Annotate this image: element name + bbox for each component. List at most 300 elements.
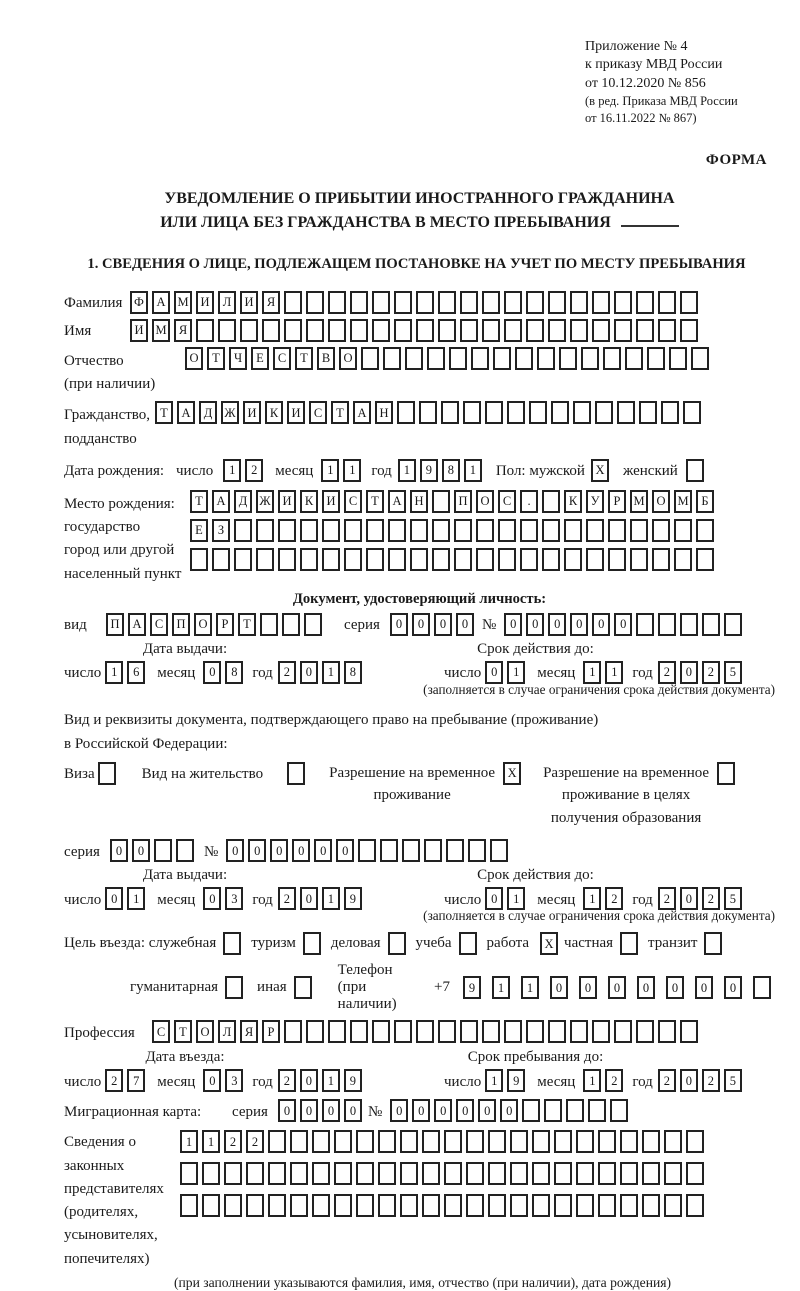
char-cell[interactable] (372, 1020, 390, 1043)
char-cell[interactable]: 7 (127, 1069, 145, 1092)
char-cell[interactable]: 1 (223, 459, 241, 482)
char-cell[interactable] (485, 401, 503, 424)
char-cell[interactable] (515, 347, 533, 370)
char-cell[interactable]: 3 (225, 1069, 243, 1092)
char-cell[interactable] (652, 548, 670, 571)
char-cell[interactable]: 0 (504, 613, 522, 636)
char-cell[interactable] (669, 347, 687, 370)
char-cell[interactable]: 0 (322, 1099, 340, 1122)
char-cell[interactable] (488, 1130, 506, 1153)
char-cell[interactable]: О (196, 1020, 214, 1043)
char-cell[interactable] (278, 548, 296, 571)
char-cell[interactable]: С (273, 347, 291, 370)
char-cell[interactable] (570, 1020, 588, 1043)
char-cell[interactable] (268, 1130, 286, 1153)
char-cell[interactable]: Л (218, 291, 236, 314)
char-cell[interactable] (576, 1162, 594, 1185)
char-cell[interactable] (598, 1130, 616, 1153)
checkbox-cell[interactable] (704, 932, 722, 955)
char-cell[interactable] (397, 401, 415, 424)
char-cell[interactable]: А (177, 401, 195, 424)
char-cell[interactable]: 0 (548, 613, 566, 636)
char-cell[interactable] (482, 291, 500, 314)
char-cell[interactable] (664, 1130, 682, 1153)
char-cell[interactable]: Т (295, 347, 313, 370)
char-cell[interactable] (548, 319, 566, 342)
char-cell[interactable] (388, 519, 406, 542)
char-cell[interactable]: 0 (434, 1099, 452, 1122)
char-cell[interactable]: Е (190, 519, 208, 542)
char-cell[interactable]: 9 (344, 887, 362, 910)
char-cell[interactable] (592, 319, 610, 342)
char-cell[interactable] (416, 319, 434, 342)
char-cell[interactable]: 0 (680, 887, 698, 910)
char-cell[interactable]: А (388, 490, 406, 513)
checkbox-cell[interactable] (98, 762, 116, 785)
char-cell[interactable] (476, 548, 494, 571)
char-cell[interactable]: 0 (203, 1069, 221, 1092)
char-cell[interactable]: 2 (605, 887, 623, 910)
char-cell[interactable]: З (212, 519, 230, 542)
checkbox-cell[interactable] (223, 932, 241, 955)
char-cell[interactable]: 0 (278, 1099, 296, 1122)
char-cell[interactable] (686, 1130, 704, 1153)
char-cell[interactable] (422, 1194, 440, 1217)
char-cell[interactable] (378, 1194, 396, 1217)
char-cell[interactable]: 8 (225, 661, 243, 684)
char-cell[interactable] (510, 1130, 528, 1153)
char-cell[interactable]: 0 (300, 1069, 318, 1092)
char-cell[interactable]: И (322, 490, 340, 513)
char-cell[interactable]: Д (234, 490, 252, 513)
char-cell[interactable] (598, 1162, 616, 1185)
char-cell[interactable]: О (185, 347, 203, 370)
char-cell[interactable] (522, 1099, 540, 1122)
char-cell[interactable] (674, 548, 692, 571)
char-cell[interactable] (444, 1162, 462, 1185)
char-cell[interactable]: К (564, 490, 582, 513)
char-cell[interactable] (548, 1020, 566, 1043)
char-cell[interactable]: В (317, 347, 335, 370)
char-cell[interactable]: 0 (434, 613, 452, 636)
char-cell[interactable] (410, 519, 428, 542)
char-cell[interactable] (224, 1194, 242, 1217)
char-cell[interactable]: 0 (203, 661, 221, 684)
char-cell[interactable] (240, 319, 258, 342)
char-cell[interactable] (680, 1020, 698, 1043)
char-cell[interactable]: Я (174, 319, 192, 342)
char-cell[interactable] (372, 291, 390, 314)
char-cell[interactable] (658, 613, 676, 636)
char-cell[interactable] (234, 548, 252, 571)
char-cell[interactable] (300, 519, 318, 542)
char-cell[interactable]: 2 (658, 661, 676, 684)
char-cell[interactable] (658, 1020, 676, 1043)
char-cell[interactable] (620, 1130, 638, 1153)
char-cell[interactable] (620, 1194, 638, 1217)
char-cell[interactable] (190, 548, 208, 571)
char-cell[interactable]: Ж (221, 401, 239, 424)
char-cell[interactable] (696, 519, 714, 542)
char-cell[interactable] (544, 1099, 562, 1122)
char-cell[interactable]: 0 (456, 613, 474, 636)
char-cell[interactable]: Т (238, 613, 256, 636)
char-cell[interactable]: 0 (680, 1069, 698, 1092)
char-cell[interactable] (636, 1020, 654, 1043)
char-cell[interactable]: 9 (507, 1069, 525, 1092)
checkbox-cell[interactable]: X (591, 459, 609, 482)
char-cell[interactable] (603, 347, 621, 370)
char-cell[interactable]: 0 (724, 976, 742, 999)
char-cell[interactable] (504, 1020, 522, 1043)
char-cell[interactable]: 1 (322, 887, 340, 910)
char-cell[interactable]: 1 (605, 661, 623, 684)
char-cell[interactable] (691, 347, 709, 370)
checkbox-cell[interactable] (459, 932, 477, 955)
char-cell[interactable] (400, 1130, 418, 1153)
char-cell[interactable] (482, 1020, 500, 1043)
char-cell[interactable] (642, 1194, 660, 1217)
char-cell[interactable]: Р (608, 490, 626, 513)
char-cell[interactable]: Я (240, 1020, 258, 1043)
char-cell[interactable] (256, 519, 274, 542)
char-cell[interactable] (636, 291, 654, 314)
char-cell[interactable] (312, 1130, 330, 1153)
char-cell[interactable]: К (300, 490, 318, 513)
char-cell[interactable]: 1 (507, 661, 525, 684)
char-cell[interactable]: 5 (724, 661, 742, 684)
char-cell[interactable]: 0 (300, 1099, 318, 1122)
char-cell[interactable] (647, 347, 665, 370)
char-cell[interactable] (460, 1020, 478, 1043)
char-cell[interactable]: 1 (492, 976, 510, 999)
checkbox-cell[interactable] (287, 762, 305, 785)
char-cell[interactable]: М (674, 490, 692, 513)
char-cell[interactable] (212, 548, 230, 571)
char-cell[interactable] (542, 548, 560, 571)
char-cell[interactable] (394, 1020, 412, 1043)
char-cell[interactable] (520, 519, 538, 542)
char-cell[interactable] (366, 519, 384, 542)
char-cell[interactable] (576, 1130, 594, 1153)
char-cell[interactable]: 2 (105, 1069, 123, 1092)
char-cell[interactable] (542, 490, 560, 513)
char-cell[interactable] (614, 1020, 632, 1043)
char-cell[interactable] (432, 490, 450, 513)
char-cell[interactable]: М (630, 490, 648, 513)
char-cell[interactable] (400, 1194, 418, 1217)
char-cell[interactable]: О (194, 613, 212, 636)
char-cell[interactable] (405, 347, 423, 370)
char-cell[interactable] (642, 1130, 660, 1153)
char-cell[interactable] (432, 519, 450, 542)
char-cell[interactable] (476, 519, 494, 542)
char-cell[interactable] (304, 613, 322, 636)
char-cell[interactable]: Т (174, 1020, 192, 1043)
char-cell[interactable]: С (498, 490, 516, 513)
char-cell[interactable]: . (520, 490, 538, 513)
char-cell[interactable] (636, 613, 654, 636)
char-cell[interactable] (290, 1130, 308, 1153)
char-cell[interactable] (380, 839, 398, 862)
char-cell[interactable]: Я (262, 291, 280, 314)
char-cell[interactable]: 0 (292, 839, 310, 862)
char-cell[interactable]: 3 (225, 887, 243, 910)
char-cell[interactable] (554, 1194, 572, 1217)
char-cell[interactable]: 1 (583, 887, 601, 910)
char-cell[interactable] (664, 1194, 682, 1217)
char-cell[interactable] (416, 1020, 434, 1043)
char-cell[interactable] (586, 548, 604, 571)
char-cell[interactable] (224, 1162, 242, 1185)
char-cell[interactable] (328, 319, 346, 342)
char-cell[interactable]: Р (262, 1020, 280, 1043)
char-cell[interactable]: 0 (526, 613, 544, 636)
char-cell[interactable]: 2 (278, 887, 296, 910)
char-cell[interactable] (537, 347, 555, 370)
char-cell[interactable]: 1 (521, 976, 539, 999)
char-cell[interactable]: 1 (507, 887, 525, 910)
char-cell[interactable] (438, 291, 456, 314)
char-cell[interactable] (322, 548, 340, 571)
char-cell[interactable]: 0 (336, 839, 354, 862)
char-cell[interactable]: 0 (412, 613, 430, 636)
char-cell[interactable] (260, 613, 278, 636)
char-cell[interactable] (256, 548, 274, 571)
char-cell[interactable]: 0 (695, 976, 713, 999)
char-cell[interactable]: 1 (398, 459, 416, 482)
char-cell[interactable] (394, 319, 412, 342)
char-cell[interactable] (400, 1162, 418, 1185)
char-cell[interactable] (482, 319, 500, 342)
char-cell[interactable] (394, 291, 412, 314)
char-cell[interactable] (378, 1162, 396, 1185)
char-cell[interactable] (551, 401, 569, 424)
char-cell[interactable]: 2 (224, 1130, 242, 1153)
char-cell[interactable] (344, 519, 362, 542)
char-cell[interactable]: 0 (203, 887, 221, 910)
char-cell[interactable]: 1 (180, 1130, 198, 1153)
char-cell[interactable] (466, 1194, 484, 1217)
char-cell[interactable]: 1 (485, 1069, 503, 1092)
char-cell[interactable] (350, 291, 368, 314)
char-cell[interactable] (180, 1194, 198, 1217)
char-cell[interactable] (446, 839, 464, 862)
char-cell[interactable]: 0 (412, 1099, 430, 1122)
char-cell[interactable]: С (344, 490, 362, 513)
char-cell[interactable] (504, 291, 522, 314)
char-cell[interactable] (581, 347, 599, 370)
char-cell[interactable] (614, 319, 632, 342)
char-cell[interactable]: 0 (478, 1099, 496, 1122)
char-cell[interactable]: 0 (550, 976, 568, 999)
char-cell[interactable] (463, 401, 481, 424)
char-cell[interactable] (542, 519, 560, 542)
char-cell[interactable] (416, 291, 434, 314)
char-cell[interactable] (661, 401, 679, 424)
char-cell[interactable]: 9 (420, 459, 438, 482)
char-cell[interactable]: Ф (130, 291, 148, 314)
char-cell[interactable] (652, 519, 670, 542)
char-cell[interactable] (510, 1162, 528, 1185)
char-cell[interactable]: 2 (278, 661, 296, 684)
char-cell[interactable]: 0 (579, 976, 597, 999)
char-cell[interactable] (702, 613, 720, 636)
char-cell[interactable]: С (150, 613, 168, 636)
char-cell[interactable]: П (454, 490, 472, 513)
char-cell[interactable] (490, 839, 508, 862)
char-cell[interactable] (196, 319, 214, 342)
char-cell[interactable]: 0 (680, 661, 698, 684)
char-cell[interactable]: 0 (314, 839, 332, 862)
char-cell[interactable] (564, 548, 582, 571)
char-cell[interactable] (350, 1020, 368, 1043)
char-cell[interactable]: Д (199, 401, 217, 424)
char-cell[interactable]: И (243, 401, 261, 424)
char-cell[interactable] (290, 1162, 308, 1185)
char-cell[interactable]: О (652, 490, 670, 513)
char-cell[interactable]: 1 (322, 661, 340, 684)
char-cell[interactable] (388, 548, 406, 571)
char-cell[interactable] (268, 1194, 286, 1217)
char-cell[interactable] (570, 319, 588, 342)
char-cell[interactable]: 1 (464, 459, 482, 482)
char-cell[interactable] (598, 1194, 616, 1217)
char-cell[interactable] (529, 401, 547, 424)
char-cell[interactable] (526, 291, 544, 314)
char-cell[interactable]: 2 (702, 887, 720, 910)
char-cell[interactable]: 0 (110, 839, 128, 862)
char-cell[interactable] (246, 1194, 264, 1217)
char-cell[interactable] (460, 319, 478, 342)
char-cell[interactable] (422, 1130, 440, 1153)
char-cell[interactable] (378, 1130, 396, 1153)
char-cell[interactable] (658, 319, 676, 342)
char-cell[interactable] (488, 1162, 506, 1185)
char-cell[interactable] (576, 1194, 594, 1217)
char-cell[interactable]: 2 (246, 1130, 264, 1153)
char-cell[interactable]: 0 (592, 613, 610, 636)
char-cell[interactable]: О (339, 347, 357, 370)
char-cell[interactable] (608, 548, 626, 571)
char-cell[interactable] (322, 519, 340, 542)
char-cell[interactable] (592, 1020, 610, 1043)
char-cell[interactable] (630, 519, 648, 542)
char-cell[interactable] (680, 319, 698, 342)
char-cell[interactable] (617, 401, 635, 424)
char-cell[interactable]: 0 (666, 976, 684, 999)
char-cell[interactable] (664, 1162, 682, 1185)
char-cell[interactable] (683, 401, 701, 424)
char-cell[interactable]: 0 (485, 887, 503, 910)
char-cell[interactable]: М (152, 319, 170, 342)
char-cell[interactable] (306, 319, 324, 342)
char-cell[interactable] (680, 291, 698, 314)
char-cell[interactable] (356, 1162, 374, 1185)
char-cell[interactable] (639, 401, 657, 424)
char-cell[interactable] (564, 519, 582, 542)
char-cell[interactable] (180, 1162, 198, 1185)
checkbox-cell[interactable] (225, 976, 243, 999)
char-cell[interactable]: А (353, 401, 371, 424)
char-cell[interactable] (284, 1020, 302, 1043)
char-cell[interactable] (441, 401, 459, 424)
char-cell[interactable]: 0 (390, 613, 408, 636)
checkbox-cell[interactable] (303, 932, 321, 955)
char-cell[interactable] (444, 1194, 462, 1217)
char-cell[interactable]: 2 (278, 1069, 296, 1092)
char-cell[interactable] (614, 291, 632, 314)
char-cell[interactable] (246, 1162, 264, 1185)
char-cell[interactable]: И (196, 291, 214, 314)
char-cell[interactable] (548, 291, 566, 314)
char-cell[interactable]: Т (155, 401, 173, 424)
char-cell[interactable]: 0 (390, 1099, 408, 1122)
char-cell[interactable] (284, 319, 302, 342)
char-cell[interactable] (724, 613, 742, 636)
char-cell[interactable] (356, 1194, 374, 1217)
char-cell[interactable]: 2 (702, 661, 720, 684)
char-cell[interactable] (642, 1162, 660, 1185)
char-cell[interactable] (532, 1194, 550, 1217)
char-cell[interactable]: 0 (226, 839, 244, 862)
char-cell[interactable] (202, 1162, 220, 1185)
char-cell[interactable] (154, 839, 172, 862)
char-cell[interactable] (526, 319, 544, 342)
char-cell[interactable] (344, 548, 362, 571)
char-cell[interactable]: С (309, 401, 327, 424)
char-cell[interactable] (595, 401, 613, 424)
char-cell[interactable] (468, 839, 486, 862)
char-cell[interactable] (290, 1194, 308, 1217)
char-cell[interactable] (696, 548, 714, 571)
char-cell[interactable] (358, 839, 376, 862)
char-cell[interactable]: 0 (485, 661, 503, 684)
char-cell[interactable] (334, 1130, 352, 1153)
char-cell[interactable]: Т (331, 401, 349, 424)
char-cell[interactable]: 0 (570, 613, 588, 636)
char-cell[interactable] (554, 1162, 572, 1185)
char-cell[interactable]: 0 (456, 1099, 474, 1122)
char-cell[interactable] (753, 976, 771, 999)
char-cell[interactable] (566, 1099, 584, 1122)
char-cell[interactable] (454, 519, 472, 542)
char-cell[interactable]: 0 (248, 839, 266, 862)
char-cell[interactable] (432, 548, 450, 571)
char-cell[interactable]: А (152, 291, 170, 314)
char-cell[interactable] (498, 548, 516, 571)
char-cell[interactable] (427, 347, 445, 370)
char-cell[interactable]: Н (410, 490, 428, 513)
char-cell[interactable] (422, 1162, 440, 1185)
char-cell[interactable] (488, 1194, 506, 1217)
char-cell[interactable] (312, 1162, 330, 1185)
char-cell[interactable] (312, 1194, 330, 1217)
char-cell[interactable] (328, 291, 346, 314)
char-cell[interactable]: 1 (127, 887, 145, 910)
char-cell[interactable] (493, 347, 511, 370)
char-cell[interactable] (504, 319, 522, 342)
checkbox-cell[interactable]: X (540, 932, 558, 955)
checkbox-cell[interactable] (717, 762, 735, 785)
char-cell[interactable]: И (240, 291, 258, 314)
char-cell[interactable] (507, 401, 525, 424)
char-cell[interactable]: 1 (321, 459, 339, 482)
char-cell[interactable] (471, 347, 489, 370)
char-cell[interactable]: 6 (127, 661, 145, 684)
char-cell[interactable]: 0 (500, 1099, 518, 1122)
char-cell[interactable] (282, 613, 300, 636)
